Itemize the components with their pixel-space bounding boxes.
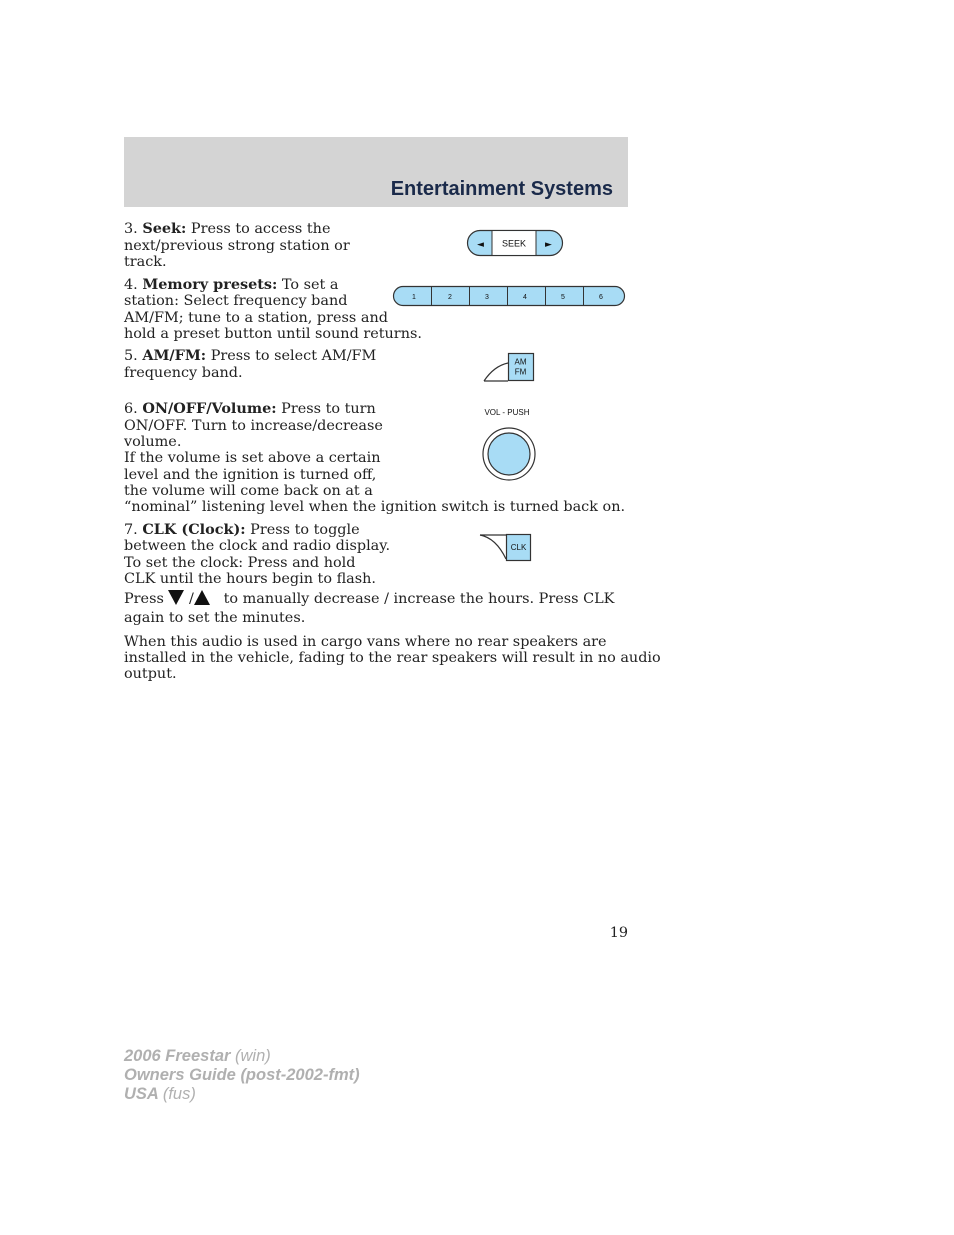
preset-4-label: 4 bbox=[523, 294, 527, 301]
footer-line-1: 2006 Freestar (win) bbox=[124, 1047, 271, 1065]
volume-line-4: If the volume is set above a certain bbox=[124, 450, 381, 466]
volume-line-5: level and the ignition is turned off, bbox=[124, 467, 377, 483]
amfm-button-diagram bbox=[482, 352, 538, 384]
clk-line-4: CLK until the hours begin to flash. bbox=[124, 571, 376, 587]
page-number: 19 bbox=[609, 925, 628, 941]
volume-line-2: ON/OFF. Turn to increase/decrease bbox=[124, 418, 383, 434]
note-line-3: output. bbox=[124, 666, 177, 682]
volume-knob-label: VOL - PUSH bbox=[484, 408, 530, 417]
preset-6-label: 6 bbox=[599, 294, 603, 301]
amfm-label-am: AM bbox=[514, 357, 527, 367]
note-line-1: When this audio is used in cargo vans where no rear speakers are bbox=[124, 634, 607, 650]
up-arrow-icon bbox=[194, 590, 210, 605]
preset-3-label: 3 bbox=[485, 294, 489, 301]
preset-1-label: 1 bbox=[412, 294, 416, 301]
seek-line-1: 3. Seek: Press to access the bbox=[124, 220, 331, 237]
note-line-2: installed in the vehicle, fading to the rear speakers will result in no audio bbox=[124, 650, 661, 666]
clk-line-2: between the clock and radio display. bbox=[124, 538, 391, 554]
footer-line-3: USA (fus) bbox=[124, 1085, 196, 1103]
volume-line-7: “nominal” listening level when the ignition switch is turned back on. bbox=[124, 499, 626, 515]
volume-line-1: 6. ON/OFF/Volume: Press to turn bbox=[124, 400, 376, 417]
presets-line-2: station: Select frequency band bbox=[124, 293, 348, 309]
amfm-line-2: frequency band. bbox=[124, 365, 243, 381]
preset-2-label: 2 bbox=[448, 294, 452, 301]
volume-line-6: the volume will come back on at a bbox=[124, 483, 373, 499]
clk-line-1: 7. CLK (Clock): Press to toggle bbox=[124, 521, 360, 538]
presets-line-3: AM/FM; tune to a station, press and bbox=[124, 310, 388, 326]
preset-5-label: 5 bbox=[561, 294, 565, 301]
footer-line-2: Owners Guide (post-2002-fmt) bbox=[124, 1066, 360, 1084]
preset-buttons-diagram bbox=[392, 285, 628, 309]
seek-button-diagram bbox=[466, 229, 566, 259]
document-footer bbox=[124, 1047, 360, 1104]
seek-right-arrow-icon: ► bbox=[545, 240, 552, 250]
clk-line-5: Press / to manually decrease / increase the hours. Press CLK bbox=[124, 591, 615, 607]
amfm-line-1: 5. AM/FM: Press to select AM/FM bbox=[124, 347, 377, 364]
presets-line-4: hold a preset button until sound returns. bbox=[124, 326, 422, 342]
volume-knob-diagram bbox=[476, 404, 542, 484]
seek-left-arrow-icon: ◄ bbox=[477, 240, 484, 250]
seek-label: SEEK bbox=[501, 238, 527, 249]
clk-label: CLK bbox=[510, 543, 527, 552]
clk-line-6: again to set the minutes. bbox=[124, 610, 306, 626]
clk-button-diagram bbox=[478, 532, 536, 564]
presets-line-1: 4. Memory presets: To set a bbox=[124, 276, 339, 293]
section-header bbox=[124, 137, 628, 207]
section-title: Entertainment Systems bbox=[390, 178, 613, 200]
seek-line-2: next/previous strong station or bbox=[124, 238, 350, 254]
amfm-label-fm: FM bbox=[514, 367, 527, 377]
volume-line-3: volume. bbox=[124, 434, 182, 450]
seek-line-3: track. bbox=[124, 254, 167, 270]
clk-line-3: To set the clock: Press and hold bbox=[124, 555, 356, 571]
down-arrow-icon bbox=[168, 590, 184, 605]
